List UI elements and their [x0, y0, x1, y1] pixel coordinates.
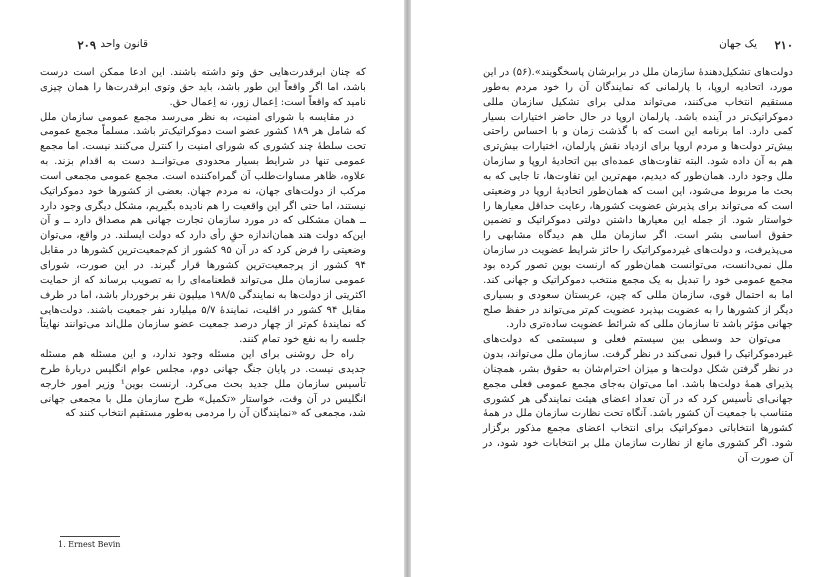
- paragraph: در مقایسه با شورای امنیت، به نظر می‌رسد مجمع عمومی سازمان ملل که شامل هر ۱۸۹ کشور عضو است دموکراتیک‌تر باشد. مسلماً مجمع عمومی تحت سلطهٔ چند کشوری که شورای امنیت را کنترل می‌کنند نیست. اما مجمع عمومی تنها در شرایط بسیار محدودی می‌توانــد دست به اقدام بزند. به علاوه، ظاهر مساوات‌طلب آن گمراه‌کننده است. مجمع عمومی مجمعی است مرکب از دولت‌های جهان، نه مردم جهان. بعضی از کشورها خود دموکراتیک نیستند، اما حتی اگر این واقعیت را هم نادیده بگیریم، مشکل دیگری وجود دارد ــ همان مشکلی که در مورد سازمان تجارت جهانی هم مصداق دارد ــ و آن این‌که دولت هند همان‌اندازه حقِ رأی دارد که دولت ایسلند. در واقع، می‌توان وضعیتی را فرض کرد که در آن ۹۵ کشور از کم‌جمعیت‌ترین کشورها در مقابل ۹۴ کشور از پرجمعیت‌ترین کشورها قرار گیرند. در این صورت، شورای عمومی سازمان ملل می‌تواند قطعنامه‌ای را به تصویب برساند که از حمایت اکثریتی از دولت‌ها به نمایندگی ۱۹۸/۵ میلیون نفر برخوردار باشد، اما در طرف مقابل ۹۴ کشور در اقلیت، نمایندهٔ ۵/۷ میلیارد نفر جمعیت باشند. دولت‌هایی که نمایندهٔ کم‌تر از چهار درصد جمعیت عضو سازمان ملل‌اند می‌توانند نهایتاً جلسه را به نفع خود تمام کنند.: [40, 111, 366, 346]
- left-page-header: [40, 38, 366, 54]
- footnote: 1. Ernest Bevin: [58, 540, 121, 549]
- paragraph: دولت‌های تشکیل‌دهندهٔ سازمان ملل در برابرشان پاسخگویند».(۵۶) در این مورد، اتحادیه اروپا، با پارلمانی که نمایندگان آن را خود مردم به‌طور مستقیم انتخاب می‌کنند، می‌تواند مدلی برای تشکیل سازمان مللی دموکراتیک‌تر در آینده باشد. پارلمان اروپا در حال حاضر اختیارات بسیار کمی دارد. اما برنامه این است که با گذشت زمان و با احساس راحتی بیش‌تر دولت‌ها و مردم اروپا برای ازدیاد نقش پارلمان، اختیارات بیش‌تری هم به آن داده شود. البته تفاوت‌های عمده‌ای بین اتحادیهٔ اروپا و سازمان ملل وجود دارد. همان‌طور که دیدیم، مهم‌ترین این تفاوت‌ها، تا جایی که به بحث ما مربوط می‌شود، این است که همان‌طور اتحادیهٔ اروپا در وضعیتی است که می‌تواند برای پذیرش عضویت کشورها، رعایت حداقل معیارها را خواستار شود. از جمله این معیارها داشتن دولتی دموکراتیک و تضمین حقوق اساسی بشر است. اگر سازمان ملل هم دیدگاه مشابهی را می‌پذیرفت، و دولت‌های غیردموکراتیک را حائز شرایط عضویت در سازمان ملل نمی‌دانست، می‌توانست همان‌طور که ارنست بوین تصور کرده بود مجمع عمومی خود را تبدیل به یک مجمع منتخب دموکراتیک و جهانی کند. اما به احتمال قوی، سازمان مللی که چین، عربستان سعودی و بسیاری دیگر از کشورها را به عضویت بپذیرد عضویت کم‌تر می‌تواند در حفظ صلح جهانی مؤثر باشد تا سازمان مللی که شرائط عضویت ساده‌تری دارد.: [483, 67, 793, 331]
- paragraph: راه حل روشنی برای این مسئله وجود ندارد، و این مسئله هم مسئله جدیدی نیست. در پایان جنگ جهانی دوم، مجلس عوام انگلیس دربارهٔ طرح تأسیس سازمان ملل جدید بحث می‌کرد. ارنست بوین¹ وزیر امور خارجه انگلیس در آن وقت، خواستار «تکمیل» طرح سازمان ملل با مجمعی جهانی شد، مجمعی که «نمایندگان آن را مردمی به‌طور مستقیم انتخاب کنند که: [40, 349, 366, 420]
- right-page-header: [483, 38, 793, 54]
- page-number: ۲۰۹: [77, 38, 96, 52]
- left-page: [0, 0, 404, 577]
- running-head: قانون واحد: [100, 38, 148, 50]
- book-gutter: [404, 0, 411, 577]
- left-page-body: [40, 66, 366, 422]
- page-number: ۲۱۰: [774, 38, 793, 52]
- paragraph: که چنان ابرقدرت‌هایی حق وتو داشته باشند. این ادعا ممکن است درست باشد، اما اگر واقعاً این طور باشد، باید حق وتوی ابرقدرت‌ها را همان چیزی نامید که واقعاً است: اِعمال زور، نه اِعمال حق.: [40, 67, 366, 108]
- right-page-body: [483, 66, 793, 467]
- running-head: یک جهان: [719, 38, 757, 50]
- right-page: [411, 0, 815, 577]
- footnote-rule: [60, 536, 120, 537]
- paragraph: می‌توان حد وسطی بین سیستم فعلی و سیستمی که دولت‌های غیردموکراتیک را قبول نمی‌کند در نظر گرفت. سازمان ملل می‌تواند، بدون در نظر گرفتن شکل دولت‌ها و میزان احترام‌شان به حقوق بشر، همچنان پذیرای همهٔ دولت‌ها باشد. اما می‌توان به‌جای مجمع عمومی فعلی مجمع جهانی‌ای تأسیس کرد که در آن تعداد اعضای هیئت نمایندگی هر کشوری متناسب با جمعیت آن کشور باشد. آنگاه تحت نظارت سازمان ملل در همهٔ کشورها انتخاباتی دموکراتیک برای انتخاب اعضای مجمع مذکور برگزار شود. اگر کشوری مانع از نظارت سازمان ملل بر انتخابات خود شود، در آن صورت آن: [483, 334, 793, 464]
